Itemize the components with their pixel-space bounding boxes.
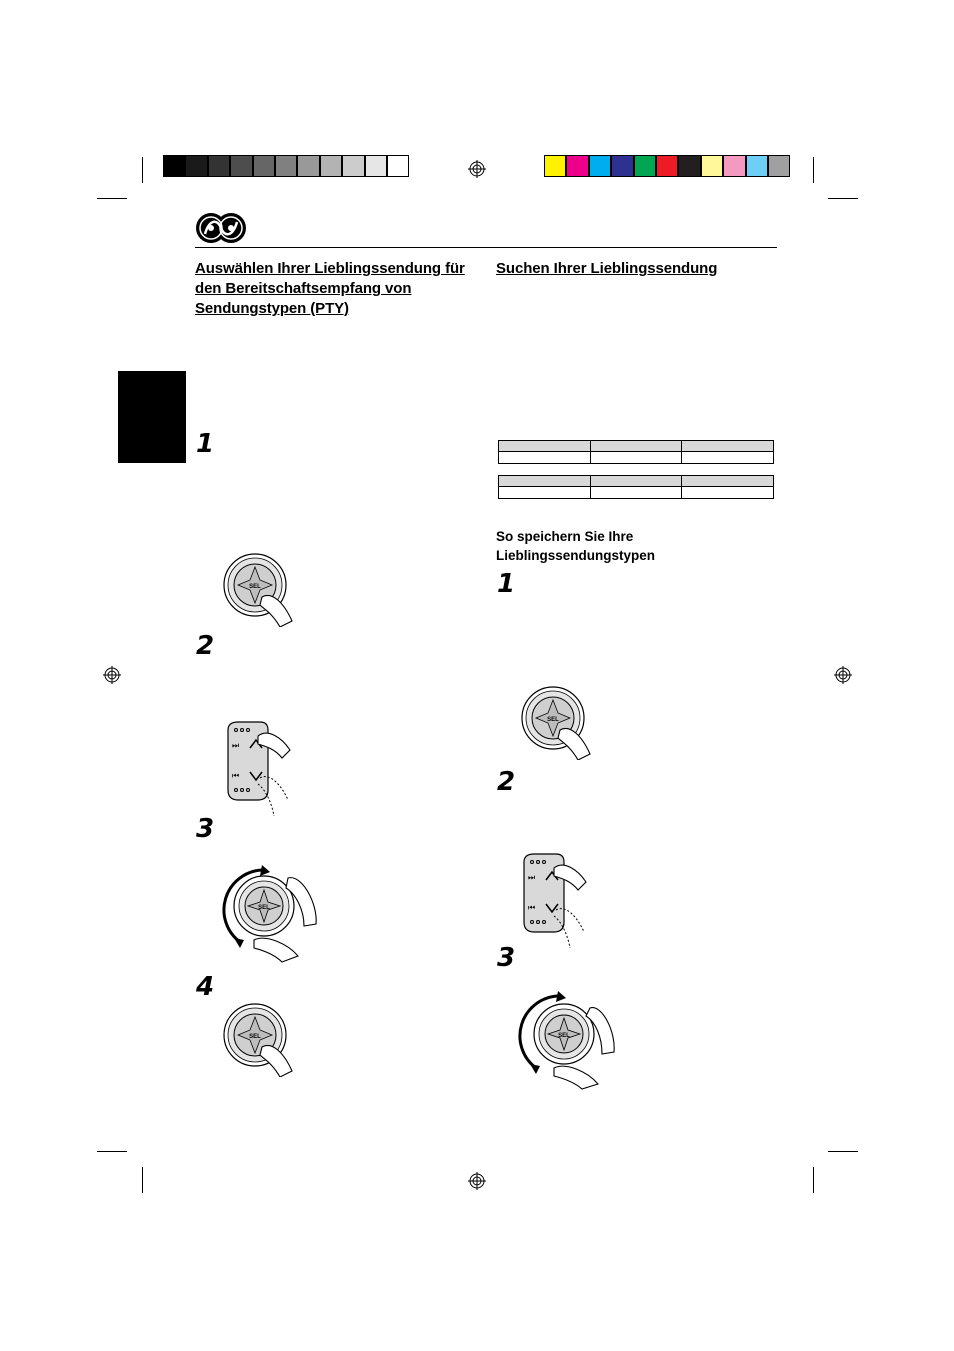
- color-swatch: [230, 155, 252, 177]
- color-swatch: [746, 155, 768, 177]
- color-swatch: [342, 155, 364, 177]
- pty-table-1: [498, 440, 774, 464]
- section-title-search: Suchen Ihrer Lieblingssendung: [496, 260, 718, 277]
- title-line: Auswählen Ihrer Lieblingssendung für: [195, 260, 465, 277]
- subheading-line: So speichern Sie Ihre: [496, 529, 634, 544]
- subheading-line: Lieblingssendungstypen: [496, 548, 656, 563]
- registration-mark-icon: [468, 160, 486, 178]
- color-swatch: [701, 155, 723, 177]
- color-swatch: [163, 155, 185, 177]
- control-dial-icon: [222, 1003, 300, 1077]
- color-bar: [544, 155, 790, 177]
- sel-label: SEL: [258, 905, 270, 911]
- step-number: 2: [497, 767, 516, 797]
- color-swatch: [723, 155, 745, 177]
- sel-label: SEL: [558, 1033, 570, 1039]
- crop-mark: [142, 1167, 143, 1193]
- registration-mark-icon: [468, 1172, 486, 1190]
- header-rule: [195, 247, 777, 248]
- language-side-tab: [118, 371, 186, 463]
- svg-text:⏮: ⏮: [528, 903, 536, 912]
- crop-mark: [97, 1151, 127, 1152]
- pty-table-2: [498, 475, 774, 499]
- color-swatch: [566, 155, 588, 177]
- control-dial-icon: [222, 553, 300, 627]
- color-swatch: [208, 155, 230, 177]
- sel-label: SEL: [249, 584, 261, 590]
- color-swatch: [297, 155, 319, 177]
- color-swatch: [365, 155, 387, 177]
- color-swatch: [253, 155, 275, 177]
- color-swatch: [656, 155, 678, 177]
- color-swatch: [544, 155, 566, 177]
- crop-mark: [828, 1151, 858, 1152]
- color-swatch: [320, 155, 342, 177]
- cd-logo-icon: [195, 212, 247, 244]
- step-number: 1: [497, 569, 516, 599]
- svg-text:⏭: ⏭: [232, 741, 240, 750]
- registration-mark-icon: [103, 666, 121, 684]
- up-down-buttons-icon: [520, 852, 592, 950]
- control-dial-icon: [520, 686, 598, 760]
- section-title-pty-standby: [195, 259, 480, 319]
- crop-mark: [828, 198, 858, 199]
- step-number: 3: [497, 943, 516, 973]
- crop-mark: [813, 1167, 814, 1193]
- title-line: den Bereitschaftsempfang von: [195, 280, 412, 297]
- step-number: 1: [196, 429, 215, 459]
- up-down-buttons-icon: [224, 720, 296, 818]
- color-swatch: [768, 155, 790, 177]
- color-swatch: [678, 155, 700, 177]
- step-number: 4: [196, 972, 215, 1002]
- svg-text:⏭: ⏭: [528, 873, 536, 882]
- sel-label: SEL: [249, 1034, 261, 1040]
- rotate-dial-icon: [518, 990, 618, 1090]
- crop-mark: [813, 157, 814, 183]
- color-swatch: [275, 155, 297, 177]
- color-swatch: [387, 155, 409, 177]
- crop-mark: [97, 198, 127, 199]
- color-swatch: [611, 155, 633, 177]
- grayscale-bar: [163, 155, 409, 177]
- svg-text:⏮: ⏮: [232, 771, 240, 780]
- sel-label: SEL: [547, 717, 559, 723]
- color-swatch: [185, 155, 207, 177]
- step-number: 3: [196, 814, 215, 844]
- crop-mark: [142, 157, 143, 183]
- store-favorites-heading: [496, 527, 655, 565]
- title-line: Sendungstypen (PTY): [195, 300, 349, 317]
- color-swatch: [634, 155, 656, 177]
- registration-mark-icon: [834, 666, 852, 684]
- rotate-dial-icon: [222, 864, 322, 964]
- color-swatch: [589, 155, 611, 177]
- step-number: 2: [196, 631, 215, 661]
